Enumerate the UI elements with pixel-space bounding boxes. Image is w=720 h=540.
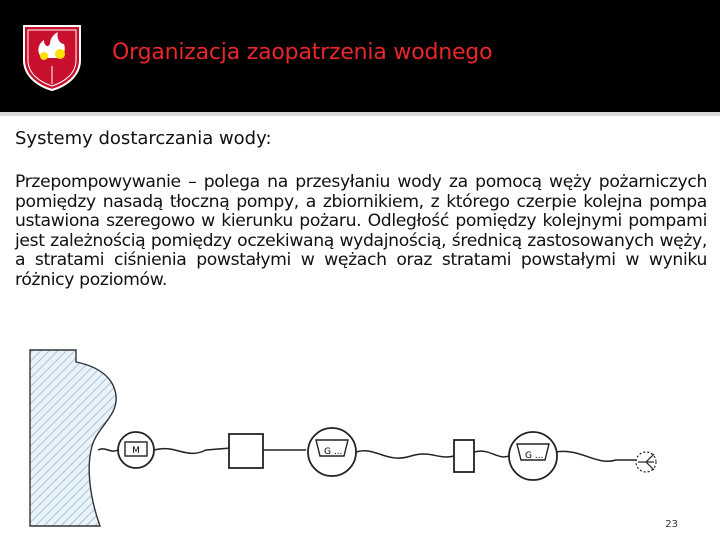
relay-tank-2 [454, 440, 474, 472]
tank-vehicle-1 [308, 428, 356, 476]
slide-content [0, 112, 720, 540]
relay-tank-1 [229, 434, 263, 468]
page-number: 23 [665, 519, 678, 530]
description-paragraph [15, 173, 707, 291]
tank-vehicle-2 [509, 432, 557, 480]
slide-title: Organizacja zaopatrzenia wodnego [112, 40, 493, 65]
fire-brigade-logo [20, 22, 84, 92]
slide-header [0, 0, 720, 112]
relay-pumping-diagram [26, 348, 660, 528]
tank-label-1: G ... [324, 447, 343, 457]
definition-text: – polega na przesyłaniu wody za pomocą węży pożarniczych pomiędzy nasadą tłoczną pompy, a zbiornikiem, z którego czerpie kolejna pompa ustawiona szeregowo w kierunku pożaru. Odległość pomiędzy kolejnymi pompami jest zależnością pomiędzy oczekiwaną wydajnością, średnicą zastosowanych węży, a stratami ciśnienia powstałymi w wężach oraz stratami powstałymi w wyniku różnicy poziomów. [15, 172, 707, 290]
section-subtitle: Systemy dostarczania wody: [15, 128, 272, 149]
term-przepompowywanie: Przepompowywanie [15, 172, 181, 192]
pump-m [118, 432, 154, 468]
tank-label-2: G ... [525, 451, 544, 461]
pump-label: M [132, 446, 140, 456]
